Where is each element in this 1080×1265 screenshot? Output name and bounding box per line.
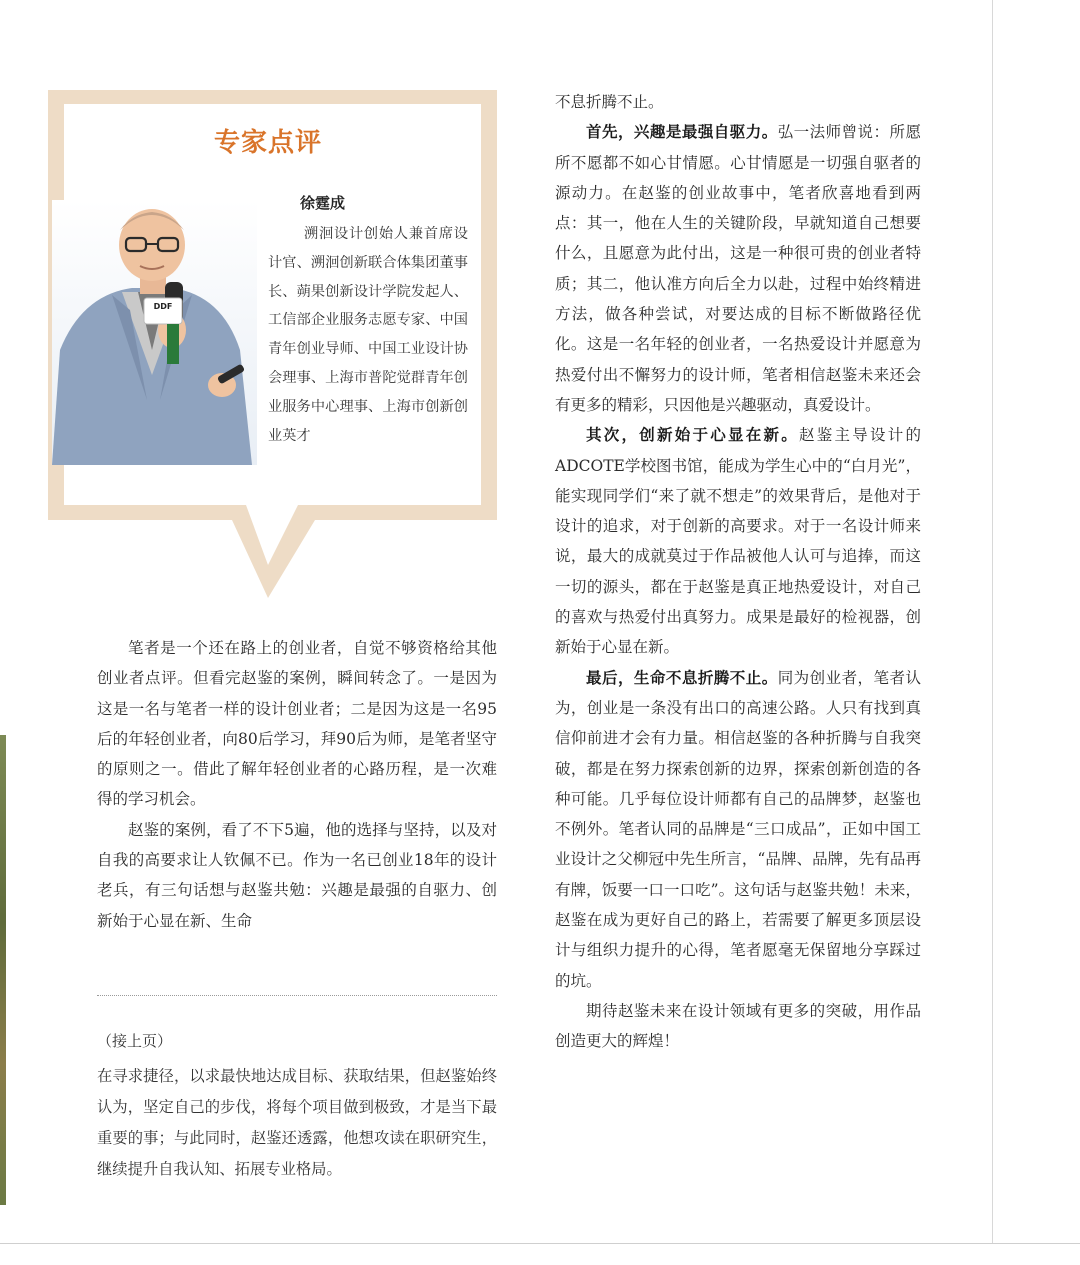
- expert-bio-text: 溯洄设计创始人兼首席设计官、溯洄创新联合体集团董事长、蒴果创新设计学院发起人、工信部企业服务志愿专家、中国青年创业导师、中国工业设计协会理事、上海市普陀觉群青年创业服务中心理事、上海市创新创业英才: [268, 226, 468, 444]
- paragraph-2-body: 赵鉴主导设计的ADCOTE学校图书馆，能成为学生心中的“白月光”，能实现同学们“来了就不想走”的效果背后，是他对于设计的追求，对于创新的高要求。对于一名设计师来说，最大的成就莫过于作品被他人认可与追捧，而这一切的源头，都在于赵鉴是真正地热爱设计，对自己的喜欢与热爱付出真努力。成果是最好的检视器，创新始于心显在新。: [555, 426, 921, 657]
- expert-bio: [268, 220, 468, 450]
- paragraph-1-heading: 首先，兴趣是最强自驱力。: [586, 122, 778, 142]
- right-paragraph-3: [555, 663, 921, 996]
- section-divider: [97, 995, 497, 996]
- expert-portrait: [52, 200, 257, 465]
- right-closing: 期待赵鉴未来在设计领域有更多的突破，用作品创造更大的辉煌！: [555, 1001, 921, 1051]
- left-edge-photo-strip: [0, 735, 6, 1205]
- paragraph-2-heading: 其次，创新始于心显在新。: [586, 425, 799, 445]
- expert-review-title: 专家点评: [214, 128, 323, 158]
- continued-text: 在寻求捷径，以求最快地达成目标、获取结果，但赵鉴始终认为，坚定自己的步伐，将每个项目做到极致，才是当下最重要的事；与此同时，赵鉴还透露，他想攻读在职研究生，继续提升自我认知、拓展专业格局。: [97, 1067, 497, 1178]
- expert-name: 徐霆成: [300, 194, 346, 212]
- paragraph-3-body: 同为创业者，笔者认为，创业是一条没有出口的高速公路。人只有找到真信仰前进才会有力量。相信赵鉴的各种折腾与自我突破，都是在努力探索创新的边界，探索创新创造的各种可能。几乎每位设计师都有自己的品牌梦，赵鉴也不例外。笔者认同的品牌是“三口成品”，正如中国工业设计之父柳冠中先生所言，“品牌、品牌，先有品再有牌，饭要一口一口吃”。这句话与赵鉴共勉！未来，赵鉴在成为更好自己的路上，若需要了解更多顶层设计与组织力提升的心得，笔者愿毫无保留地分享踩过的坑。: [555, 668, 921, 990]
- left-column-text: [97, 633, 497, 936]
- right-opening: 不息折腾不止。: [555, 93, 664, 111]
- paragraph-3-heading: 最后，生命不息折腾不止。: [586, 667, 778, 687]
- right-paragraph-2: [555, 420, 921, 662]
- microphone-label: DDF: [153, 302, 173, 311]
- right-paragraph-1: [555, 117, 921, 420]
- paragraph-1-body: 弘一法师曾说：所愿所不愿都不如心甘情愿。心甘情愿是一切强自驱者的源动力。在赵鉴的创业故事中，笔者欣喜地看到两点：其一，他在人生的关键阶段，早就知道自己想要什么，且愿意为此付出，这是一种很可贵的创业者特质；其二，他认准方向后全力以赴，过程中始终精进方法，做各种尝试，对要达成的目标不断做路径优化。这是一名年轻的创业者，一名热爱设计并愿意为热爱付出不懈努力的设计师，笔者相信赵鉴未来还会有更多的精彩，只因他是兴趣驱动，真爱设计。: [555, 123, 921, 414]
- continued-label: （接上页）: [97, 1032, 173, 1050]
- page-bottom-margin: [0, 1244, 1080, 1265]
- left-paragraph-2: 赵鉴的案例，看了不下5遍，他的选择与坚持，以及对自我的高要求让人钦佩不已。作为一名已创业18年的设计老兵，有三句话想与赵鉴共勉：兴趣是最强的自驱力、创新始于心显在新、生命: [97, 820, 497, 930]
- page-edge-line: [992, 0, 993, 1243]
- left-paragraph-1: 笔者是一个还在路上的创业者，自觉不够资格给其他创业者点评。但看完赵鉴的案例，瞬间转念了。一是因为这是一名与笔者一样的设计创业者；二是因为这是一名95后的年轻创业者，向80后学习，拜90后为师，是笔者坚守的原则之一。借此了解年轻创业者的心路历程，是一次难得的学习机会。: [97, 639, 497, 809]
- right-column-text: [555, 87, 921, 1057]
- continued-text-block: [97, 1061, 497, 1185]
